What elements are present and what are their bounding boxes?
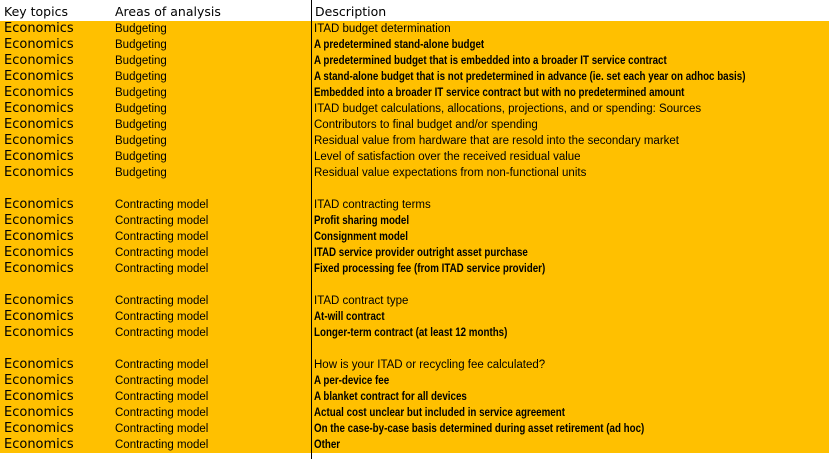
key-topic-cell[interactable]: [0, 69, 115, 85]
description-cell[interactable]: [311, 213, 829, 229]
description-cell-text: ITAD budget calculations, allocations, projections, and or spending: Sources: [314, 103, 702, 115]
table-row: [0, 341, 829, 357]
table-header: [0, 0, 829, 21]
description-cell[interactable]: [311, 293, 829, 309]
table-row: [0, 437, 829, 453]
table-row: [0, 229, 829, 245]
table-row: [0, 405, 829, 421]
area-of-analysis-cell[interactable]: [115, 389, 311, 405]
column-header-areas-of-analysis[interactable]: Areas of analysis: [115, 4, 221, 19]
description-cell[interactable]: [311, 165, 829, 181]
description-cell-text: Embedded into a broader IT service contract but with no predetermined amount: [314, 87, 685, 99]
description-cell[interactable]: [311, 325, 829, 341]
column-header-description[interactable]: Description: [315, 4, 387, 19]
table-row: [0, 261, 829, 277]
table-row: [0, 277, 829, 293]
description-cell-text: ITAD budget determination: [314, 23, 451, 35]
table-row: [0, 357, 829, 373]
description-cell[interactable]: [311, 373, 829, 389]
key-topic-cell[interactable]: [0, 21, 115, 37]
area-of-analysis-cell[interactable]: [115, 229, 311, 245]
area-of-analysis-cell[interactable]: [115, 133, 311, 149]
table-row: [0, 245, 829, 261]
area-of-analysis-cell[interactable]: [115, 101, 311, 117]
description-cell[interactable]: [311, 421, 829, 437]
area-of-analysis-cell-text: Contracting model: [115, 439, 209, 451]
key-topic-cell-text: Economics: [4, 421, 74, 436]
key-topic-cell[interactable]: [0, 197, 115, 213]
description-cell-text: Consignment model: [314, 231, 408, 243]
key-topic-cell[interactable]: [0, 213, 115, 229]
key-topic-cell[interactable]: [0, 133, 115, 149]
area-of-analysis-cell[interactable]: [115, 85, 311, 101]
description-cell-text: Profit sharing model: [314, 215, 410, 227]
description-cell[interactable]: [311, 21, 829, 37]
description-cell[interactable]: [311, 277, 829, 293]
area-of-analysis-cell[interactable]: [115, 181, 311, 197]
table-row: [0, 421, 829, 437]
area-of-analysis-cell[interactable]: [115, 357, 311, 373]
description-cell-text: A predetermined budget that is embedded into a broader IT service contract: [314, 55, 667, 67]
description-cell-text: Contributors to final budget and/or spending: [314, 119, 538, 131]
area-of-analysis-cell-text: Contracting model: [115, 311, 209, 323]
key-topic-cell[interactable]: [0, 277, 115, 293]
area-of-analysis-cell[interactable]: [115, 117, 311, 133]
description-cell-text: ITAD contract type: [314, 295, 409, 307]
table-row: [0, 85, 829, 101]
description-cell[interactable]: [311, 405, 829, 421]
key-topic-cell[interactable]: [0, 357, 115, 373]
area-of-analysis-cell[interactable]: [115, 309, 311, 325]
key-topic-cell-text: Economics: [4, 165, 74, 180]
column-divider-line: [311, 0, 312, 459]
description-cell[interactable]: [311, 37, 829, 53]
area-of-analysis-cell-text: Budgeting: [115, 103, 167, 115]
key-topic-cell[interactable]: [0, 245, 115, 261]
key-topic-cell[interactable]: [0, 117, 115, 133]
key-topic-cell-text: Economics: [4, 325, 74, 340]
key-topic-cell[interactable]: [0, 293, 115, 309]
description-cell[interactable]: [311, 389, 829, 405]
area-of-analysis-cell-text: Contracting model: [115, 199, 209, 211]
table-row: [0, 213, 829, 229]
key-topic-cell[interactable]: [0, 341, 115, 357]
key-topic-cell-text: Economics: [4, 229, 74, 244]
area-of-analysis-cell-text: Contracting model: [115, 327, 209, 339]
key-topic-cell-text: Economics: [4, 245, 74, 260]
key-topic-cell-text: Economics: [4, 101, 74, 116]
area-of-analysis-cell[interactable]: [115, 373, 311, 389]
key-topic-cell[interactable]: [0, 261, 115, 277]
area-of-analysis-cell[interactable]: [115, 197, 311, 213]
key-topic-cell-text: Economics: [4, 69, 74, 84]
table-row: [0, 149, 829, 165]
table-row: [0, 165, 829, 181]
area-of-analysis-cell[interactable]: [115, 37, 311, 53]
key-topic-cell[interactable]: [0, 165, 115, 181]
description-cell[interactable]: [311, 309, 829, 325]
key-topic-cell[interactable]: [0, 373, 115, 389]
key-topic-cell[interactable]: [0, 437, 115, 453]
table-row: [0, 53, 829, 69]
area-of-analysis-cell[interactable]: [115, 277, 311, 293]
key-topic-cell[interactable]: [0, 149, 115, 165]
description-cell[interactable]: [311, 245, 829, 261]
description-cell[interactable]: [311, 117, 829, 133]
key-topic-cell[interactable]: [0, 389, 115, 405]
area-of-analysis-cell-text: Contracting model: [115, 295, 209, 307]
key-topic-cell-text: Economics: [4, 213, 74, 228]
key-topic-cell[interactable]: [0, 181, 115, 197]
area-of-analysis-cell-text: Contracting model: [115, 215, 209, 227]
area-of-analysis-cell-text: Contracting model: [115, 423, 209, 435]
key-topic-cell-text: Economics: [4, 405, 74, 420]
table-row: [0, 373, 829, 389]
description-cell-text: Level of satisfaction over the received residual value: [314, 151, 581, 163]
description-cell[interactable]: [311, 181, 829, 197]
key-topic-cell-text: Economics: [4, 357, 74, 372]
key-topic-cell[interactable]: [0, 37, 115, 53]
key-topic-cell[interactable]: [0, 405, 115, 421]
description-cell-text: On the case-by-case basis determined during asset retirement (ad hoc): [314, 423, 645, 435]
area-of-analysis-cell[interactable]: [115, 261, 311, 277]
table-row: [0, 293, 829, 309]
description-cell[interactable]: [311, 69, 829, 85]
table-row: [0, 389, 829, 405]
area-of-analysis-cell-text: Contracting model: [115, 247, 209, 259]
area-of-analysis-cell[interactable]: [115, 149, 311, 165]
key-topic-cell-text: Economics: [4, 85, 74, 100]
key-topic-cell-text: Economics: [4, 389, 74, 404]
key-topic-cell-text: Economics: [4, 437, 74, 452]
description-cell[interactable]: [311, 357, 829, 373]
area-of-analysis-cell-text: Budgeting: [115, 135, 167, 147]
table-row: [0, 101, 829, 117]
description-cell-text: A stand-alone budget that is not predetermined in advance (ie. set each year on adhoc basis): [314, 71, 746, 83]
area-of-analysis-cell[interactable]: [115, 69, 311, 85]
key-topic-cell[interactable]: [0, 421, 115, 437]
key-topic-cell-text: Economics: [4, 149, 74, 164]
description-cell-text: Residual value expectations from non-functional units: [314, 167, 587, 179]
area-of-analysis-cell-text: Contracting model: [115, 375, 209, 387]
description-cell[interactable]: [311, 149, 829, 165]
key-topic-cell-text: Economics: [4, 117, 74, 132]
description-cell[interactable]: [311, 85, 829, 101]
area-of-analysis-cell-text: Budgeting: [115, 151, 167, 163]
key-topic-cell-text: Economics: [4, 373, 74, 388]
description-cell-text: At-will contract: [314, 311, 385, 323]
table-row: [0, 69, 829, 85]
table-row: [0, 309, 829, 325]
area-of-analysis-cell-text: Contracting model: [115, 231, 209, 243]
key-topic-cell-text: Economics: [4, 53, 74, 68]
table-body: [0, 21, 829, 453]
area-of-analysis-cell-text: Budgeting: [115, 119, 167, 131]
description-cell-text: Fixed processing fee (from ITAD service provider): [314, 263, 546, 275]
area-of-analysis-cell-text: Contracting model: [115, 263, 209, 275]
area-of-analysis-cell-text: Budgeting: [115, 55, 167, 67]
area-of-analysis-cell[interactable]: [115, 421, 311, 437]
area-of-analysis-cell[interactable]: [115, 437, 311, 453]
table-row: [0, 325, 829, 341]
description-cell-text: Actual cost unclear but included in service agreement: [314, 407, 565, 419]
description-cell-text: ITAD service provider outright asset purchase: [314, 247, 528, 259]
description-cell-text: A per-device fee: [314, 375, 390, 387]
area-of-analysis-cell-text: Budgeting: [115, 167, 167, 179]
description-cell-text: Residual value from hardware that are resold into the secondary market: [314, 135, 679, 147]
key-topic-cell-text: Economics: [4, 133, 74, 148]
description-cell[interactable]: [311, 101, 829, 117]
description-cell-text: ITAD contracting terms: [314, 199, 431, 211]
description-cell-text: A predetermined stand-alone budget: [314, 39, 485, 51]
key-topic-cell-text: Economics: [4, 37, 74, 52]
area-of-analysis-cell-text: Budgeting: [115, 71, 167, 83]
area-of-analysis-cell-text: Contracting model: [115, 359, 209, 371]
area-of-analysis-cell[interactable]: [115, 21, 311, 37]
table-row: [0, 37, 829, 53]
description-cell[interactable]: [311, 261, 829, 277]
key-topic-cell-text: Economics: [4, 21, 74, 36]
area-of-analysis-cell[interactable]: [115, 213, 311, 229]
table-row: [0, 21, 829, 37]
key-topic-cell[interactable]: [0, 229, 115, 245]
area-of-analysis-cell[interactable]: [115, 405, 311, 421]
description-cell[interactable]: [311, 341, 829, 357]
table-row: [0, 181, 829, 197]
description-cell[interactable]: [311, 133, 829, 149]
key-topic-cell-text: Economics: [4, 293, 74, 308]
area-of-analysis-cell[interactable]: [115, 325, 311, 341]
description-cell-text: Longer-term contract (at least 12 months): [314, 327, 508, 339]
description-cell[interactable]: [311, 437, 829, 453]
description-cell[interactable]: [311, 53, 829, 69]
table-row: [0, 117, 829, 133]
key-topic-cell[interactable]: [0, 101, 115, 117]
key-topic-cell[interactable]: [0, 53, 115, 69]
area-of-analysis-cell-text: Budgeting: [115, 87, 167, 99]
table-row: [0, 133, 829, 149]
area-of-analysis-cell[interactable]: [115, 245, 311, 261]
description-cell-text: Other: [314, 439, 341, 451]
area-of-analysis-cell-text: Budgeting: [115, 23, 167, 35]
key-topic-cell[interactable]: [0, 325, 115, 341]
description-cell[interactable]: [311, 197, 829, 213]
area-of-analysis-cell[interactable]: [115, 341, 311, 357]
description-cell[interactable]: [311, 229, 829, 245]
area-of-analysis-cell-text: Budgeting: [115, 39, 167, 51]
column-header-key-topics[interactable]: Key topics: [4, 4, 68, 19]
description-cell-text: A blanket contract for all devices: [314, 391, 467, 403]
key-topic-cell[interactable]: [0, 309, 115, 325]
key-topic-cell[interactable]: [0, 85, 115, 101]
key-topic-cell-text: Economics: [4, 261, 74, 276]
area-of-analysis-cell[interactable]: [115, 293, 311, 309]
area-of-analysis-cell[interactable]: [115, 53, 311, 69]
area-of-analysis-cell-text: Contracting model: [115, 391, 209, 403]
area-of-analysis-cell-text: Contracting model: [115, 407, 209, 419]
area-of-analysis-cell[interactable]: [115, 165, 311, 181]
key-topic-cell-text: Economics: [4, 197, 74, 212]
table-row: [0, 197, 829, 213]
description-cell-text: How is your ITAD or recycling fee calculated?: [314, 359, 546, 371]
key-topic-cell-text: Economics: [4, 309, 74, 324]
